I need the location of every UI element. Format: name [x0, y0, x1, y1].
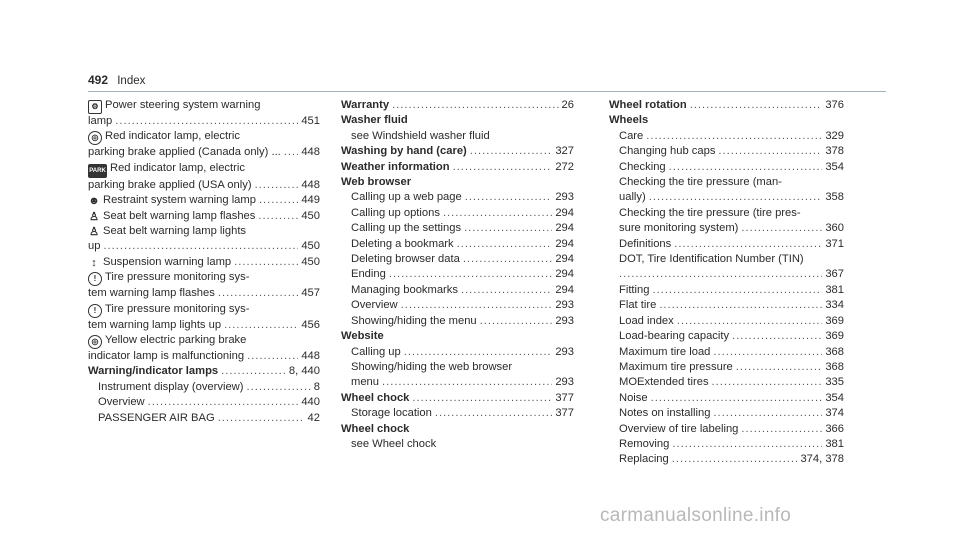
index-subentry: sure monitoring system) ..... 360: [609, 221, 844, 236]
index-heading: Wheel chock: [341, 422, 410, 435]
index-subentry: ually) ..... 358: [609, 190, 844, 205]
index-subentry: Replacing ..... 374, 378: [609, 452, 844, 467]
page-ref[interactable]: 368: [825, 360, 844, 373]
index-entry: up ..... 450: [88, 239, 320, 254]
index-entry: ☻ Restraint system warning lamp ..... 449: [88, 193, 320, 208]
index-subentry: Maximum tire pressure ..... 368: [609, 360, 844, 375]
page-ref[interactable]: 371: [825, 237, 844, 250]
page-ref[interactable]: 449: [301, 194, 320, 207]
page-ref[interactable]: 293: [555, 345, 574, 358]
page-ref[interactable]: 377: [555, 407, 574, 420]
page-ref[interactable]: 369: [825, 314, 844, 327]
page-ref[interactable]: 294: [555, 253, 574, 266]
index-entry: ⚙ Power steering system warning: [88, 98, 320, 114]
index-subentry: Fitting ..... 381: [609, 283, 844, 298]
index-subentry: Maximum tire load ..... 368: [609, 345, 844, 360]
page-ref[interactable]: 448: [301, 178, 320, 191]
index-entry: ◎ Yellow electric parking brake: [88, 333, 320, 349]
power-steering-warning-icon: ⚙: [88, 100, 102, 114]
page-ref[interactable]: 368: [825, 345, 844, 358]
page-ref[interactable]: 381: [825, 437, 844, 450]
tire-pressure-icon: !: [88, 304, 102, 318]
index-heading: Wheel chock ..... 377: [341, 391, 574, 406]
page-ref[interactable]: 335: [825, 376, 844, 389]
index-subentry: Removing ..... 381: [609, 437, 844, 452]
index-subentry: Instrument display (overview) ..... 8: [88, 380, 320, 395]
page-ref[interactable]: 374, 378: [800, 453, 844, 466]
index-heading: Web browser: [341, 176, 412, 189]
page-ref[interactable]: 376: [825, 99, 844, 111]
page-ref[interactable]: 451: [301, 115, 320, 127]
index-entry: ♙ Seat belt warning lamp flashes ..... 450: [88, 209, 320, 224]
page-ref[interactable]: 354: [825, 160, 844, 173]
index-subentry: Showing/hiding the menu ..... 293: [341, 314, 574, 329]
see-reference[interactable]: see Windshield washer fluid: [351, 129, 490, 142]
page-ref[interactable]: 42: [307, 411, 320, 424]
index-subentry: Load index ..... 369: [609, 314, 844, 329]
page-ref[interactable]: 450: [301, 255, 320, 268]
index-subentry: Calling up options ..... 294: [341, 206, 574, 221]
index-subentry: Calling up a web page ..... 293: [341, 190, 574, 205]
index-entry: ♙ Seat belt warning lamp lights: [89, 225, 247, 239]
index-heading: Washing by hand (care) ..... 327: [341, 144, 574, 159]
seat-belt-icon: ♙: [89, 226, 99, 239]
page-ref[interactable]: 272: [555, 160, 574, 173]
index-subentry: Overview of tire labeling ..... 366: [609, 422, 844, 437]
index-subentry: Flat tire ..... 334: [609, 298, 844, 313]
index-subentry: Calling up the settings ..... 294: [341, 221, 574, 236]
page-ref[interactable]: 294: [555, 268, 574, 281]
index-subentry: Deleting browser data ..... 294: [341, 252, 574, 267]
page-ref[interactable]: 378: [825, 145, 844, 158]
index-subentry: Noise ..... 354: [609, 391, 844, 406]
index-subentry: Changing hub caps ..... 378: [609, 144, 844, 159]
index-column-1: [88, 98, 320, 426]
page-ref[interactable]: 294: [555, 283, 574, 296]
page-ref[interactable]: 293: [555, 376, 574, 389]
index-subentry: Overview ..... 440: [88, 395, 320, 410]
index-subentry: Ending ..... 294: [341, 267, 574, 282]
page-ref[interactable]: 294: [555, 206, 574, 219]
seat-belt-icon: ♙: [89, 210, 99, 223]
index-heading: Weather information ..... 272: [341, 160, 574, 175]
page-ref[interactable]: 448: [301, 350, 320, 363]
page-header: [88, 73, 145, 87]
park-icon: PARK: [88, 164, 107, 178]
index-subentry: Care ..... 329: [609, 129, 844, 144]
page-ref[interactable]: 8: [313, 380, 320, 393]
brake-circle-icon: ◎: [88, 335, 102, 349]
page-ref[interactable]: 366: [825, 422, 844, 435]
index-heading: Washer fluid: [341, 114, 408, 127]
index-entry: ↕ Suspension warning lamp ..... 450: [88, 255, 320, 270]
page-ref[interactable]: 293: [555, 299, 574, 312]
page-ref[interactable]: 293: [555, 314, 574, 327]
page-ref[interactable]: 329: [825, 129, 844, 142]
page-ref[interactable]: 354: [825, 391, 844, 404]
page-ref[interactable]: 440: [301, 396, 320, 409]
index-subentry: Calling up ..... 293: [341, 345, 574, 360]
page-ref[interactable]: 334: [825, 299, 844, 312]
index-subentry: menu ..... 293: [341, 375, 574, 390]
index-subentry: [609, 267, 844, 282]
index-entry: parking brake applied (USA only) ..... 448: [88, 178, 320, 193]
restraint-system-icon: ☻: [88, 195, 100, 208]
index-heading: Website: [341, 330, 384, 343]
index-heading: Warranty ..... 26: [341, 98, 574, 113]
page-number: 492: [88, 73, 109, 87]
page-ref[interactable]: 450: [301, 209, 320, 222]
page-ref[interactable]: 448: [301, 146, 320, 159]
index-entry: ! Tire pressure monitoring sys-: [88, 302, 320, 318]
header-rule: [88, 91, 886, 92]
index-heading: Wheel rotation ..... 376: [609, 98, 844, 113]
index-subentry: Checking the tire pressure (man-: [619, 176, 782, 189]
index-subentry: Deleting a bookmark ..... 294: [341, 237, 574, 252]
brake-circle-icon: ◎: [88, 131, 102, 145]
index-subentry: Definitions ..... 371: [609, 237, 844, 252]
index-entry: parking brake applied (Canada only) ... ..... 448: [88, 145, 320, 160]
page-ref[interactable]: 8, 440: [288, 365, 320, 378]
index-subentry: Storage location ..... 377: [341, 406, 574, 421]
index-subentry: Checking ..... 354: [609, 160, 844, 175]
page-ref[interactable]: 293: [555, 191, 574, 204]
index-entry: lamp ..... 451: [88, 114, 320, 129]
index-heading: Wheels: [609, 114, 649, 127]
page-ref[interactable]: 360: [825, 222, 844, 235]
index-column-3: [609, 98, 844, 468]
index-entry: ! Tire pressure monitoring sys-: [88, 270, 320, 286]
index-entry: tem warning lamp lights up ..... 456: [88, 318, 320, 333]
section-title: Index: [117, 75, 146, 87]
page-ref[interactable]: 374: [825, 407, 844, 420]
page-ref[interactable]: 377: [555, 391, 574, 404]
page-ref[interactable]: 450: [301, 240, 320, 253]
watermark-text: carmanualsonline.info: [600, 505, 792, 526]
index-subentry: DOT, Tire Identification Number (TIN): [619, 253, 804, 266]
page-ref[interactable]: 367: [825, 268, 844, 281]
index-entry: ◎ Red indicator lamp, electric: [88, 129, 320, 145]
suspension-icon: ↕: [91, 256, 97, 269]
page-ref[interactable]: 327: [555, 145, 574, 158]
index-entry: PARK Red indicator lamp, electric: [88, 161, 320, 178]
index-subentry: Checking the tire pressure (tire pres-: [619, 206, 801, 219]
index-column-2: [341, 98, 574, 452]
page-ref[interactable]: 26: [561, 99, 574, 111]
index-entry: indicator lamp is malfunctioning ..... 448: [88, 349, 320, 364]
tire-pressure-icon: !: [88, 272, 102, 286]
page-ref[interactable]: 381: [825, 283, 844, 296]
index-subentry: Notes on installing ..... 374: [609, 406, 844, 421]
page-ref[interactable]: 294: [555, 222, 574, 235]
index-subentry: Load-bearing capacity ..... 369: [609, 329, 844, 344]
index-heading: Warning/indicator lamps ..... 8, 440: [88, 364, 320, 379]
index-subentry: Showing/hiding the web browser: [351, 360, 513, 373]
see-reference[interactable]: see Wheel chock: [351, 437, 437, 450]
page-ref[interactable]: 457: [301, 287, 320, 300]
page-ref[interactable]: 358: [825, 191, 844, 204]
page-ref[interactable]: 294: [555, 237, 574, 250]
index-entry: tem warning lamp flashes ..... 457: [88, 286, 320, 301]
page-ref[interactable]: 369: [825, 330, 844, 343]
index-subentry: MOExtended tires ..... 335: [609, 375, 844, 390]
index-subentry: PASSENGER AIR BAG ..... 42: [88, 411, 320, 426]
page-ref[interactable]: 456: [301, 318, 320, 331]
index-subentry: Overview ..... 293: [341, 298, 574, 313]
index-subentry: Managing bookmarks ..... 294: [341, 283, 574, 298]
